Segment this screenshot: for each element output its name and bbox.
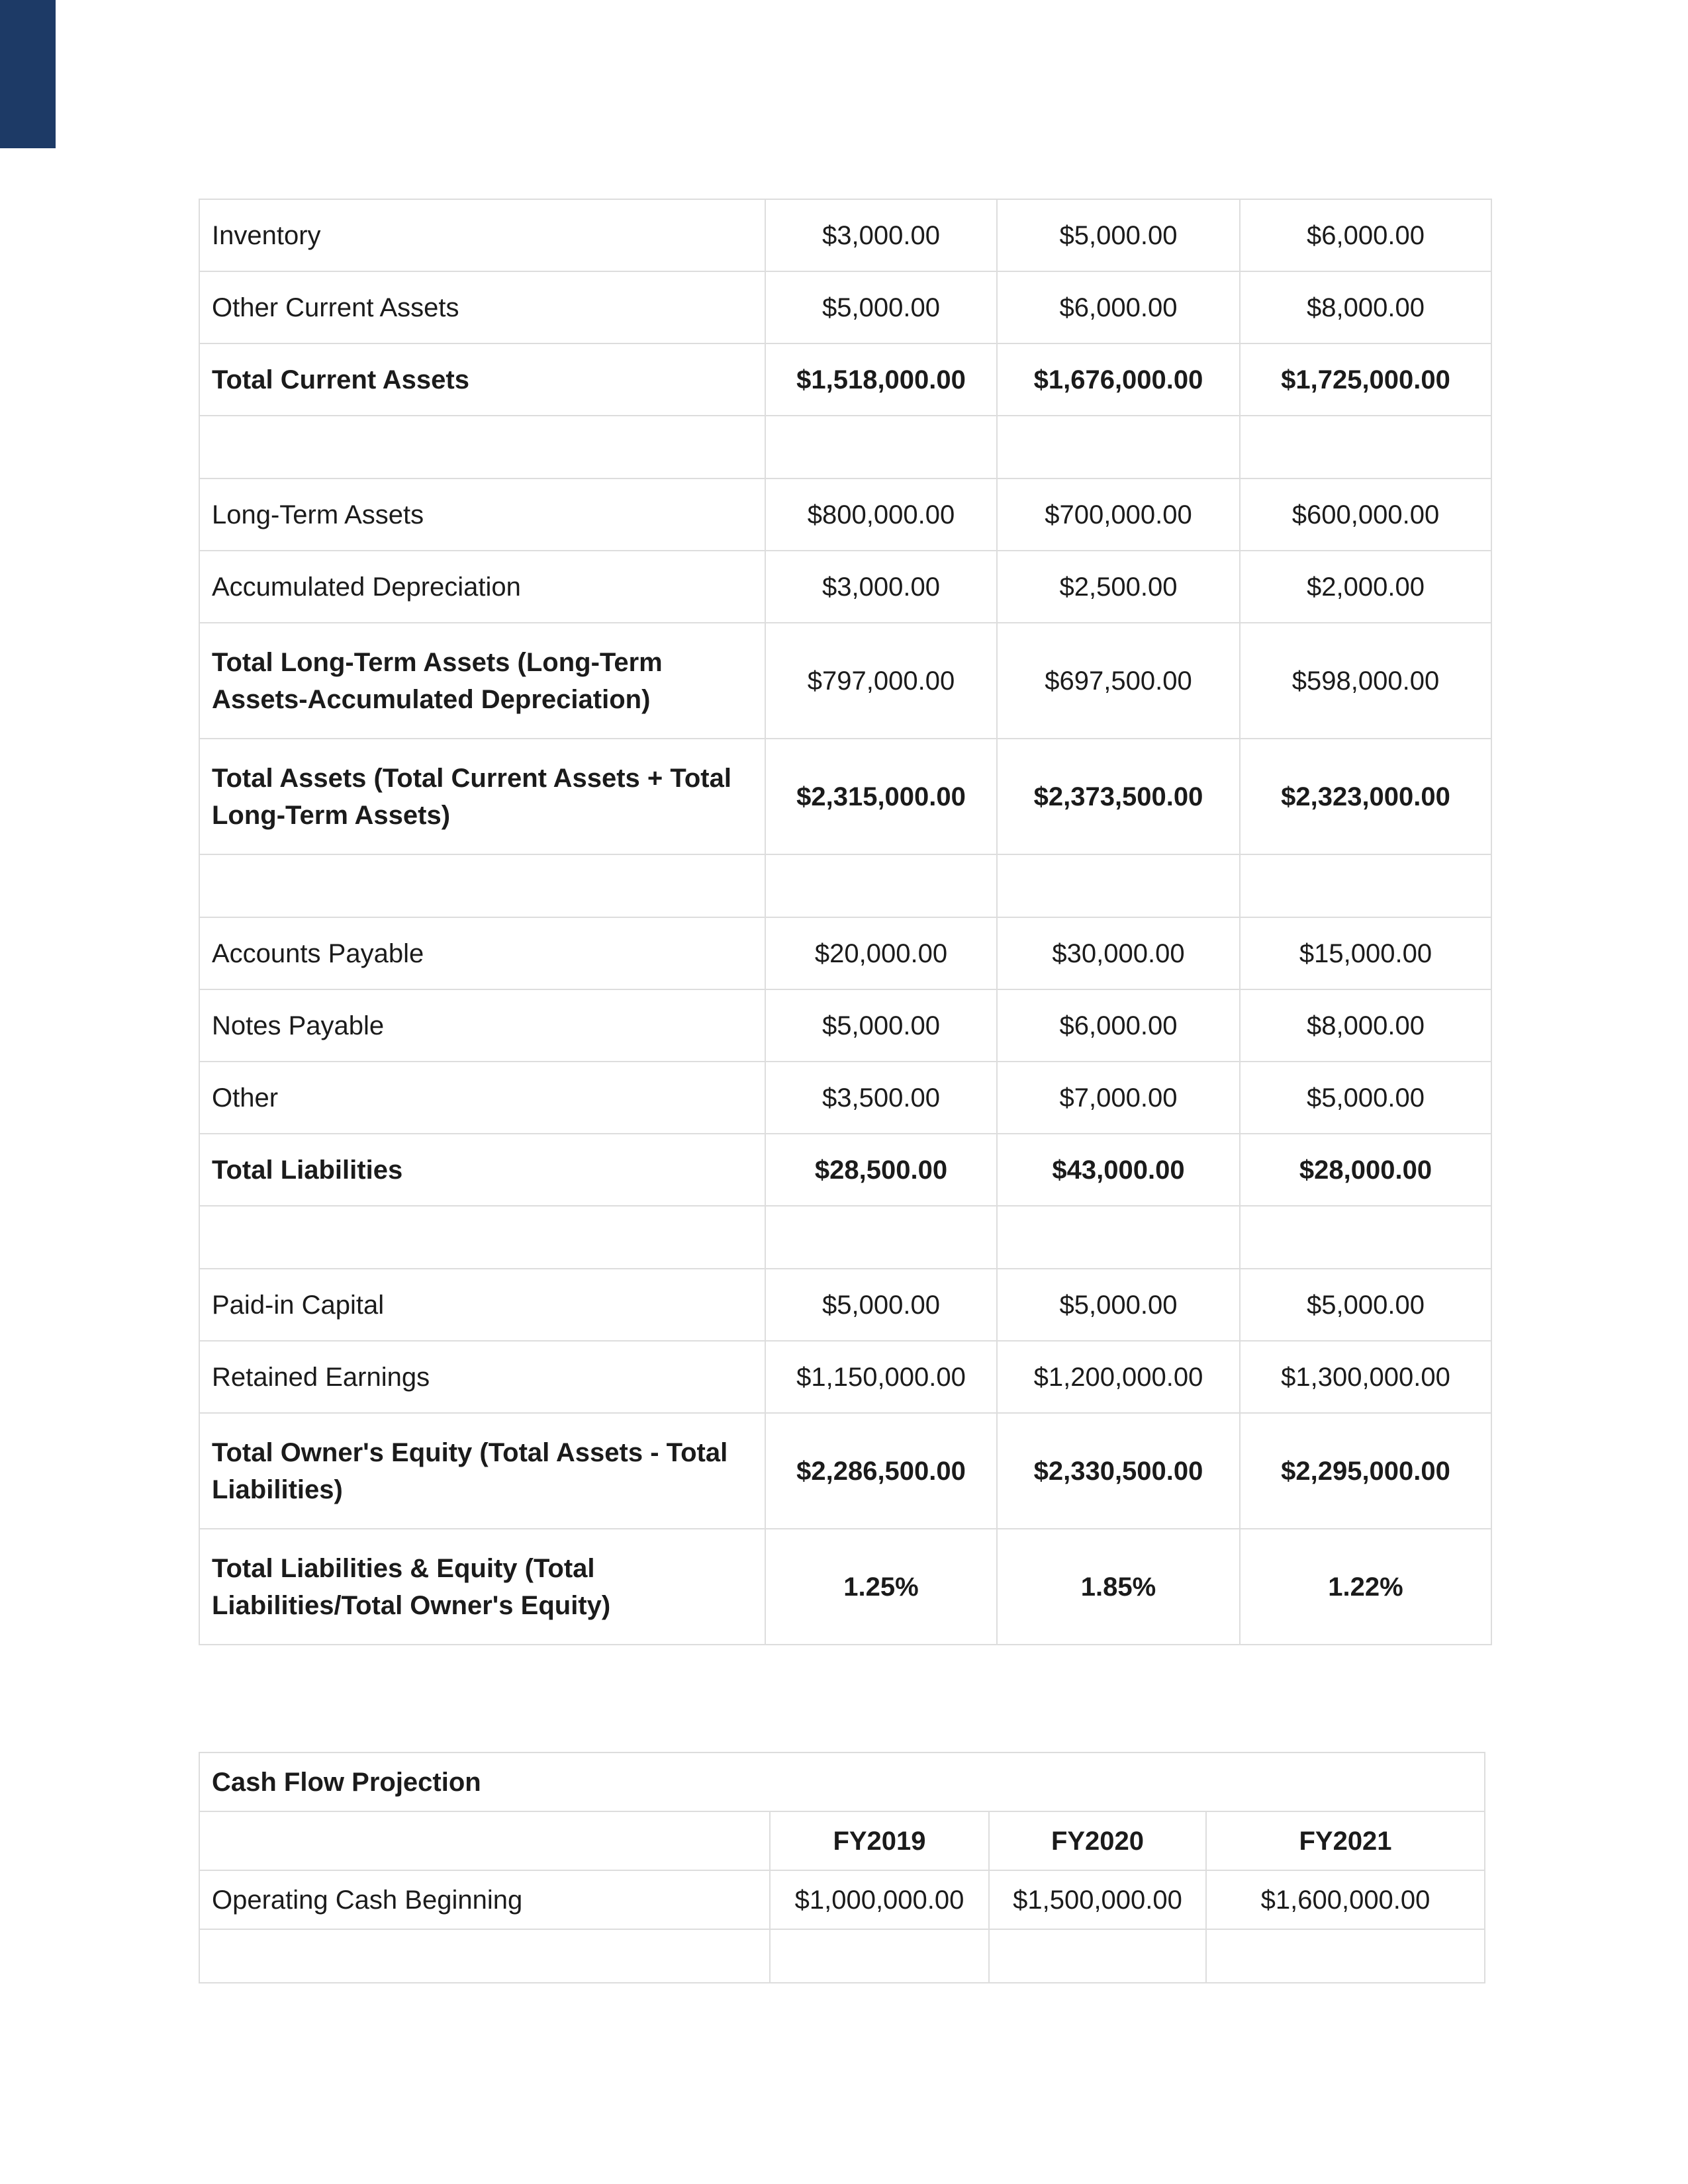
value-cell: $6,000.00	[997, 989, 1240, 1062]
value-cell: $1,600,000.00	[1206, 1870, 1485, 1929]
value-cell	[997, 416, 1240, 478]
value-cell: $600,000.00	[1240, 478, 1491, 551]
value-cell: $1,725,000.00	[1240, 343, 1491, 416]
table-row	[199, 1529, 1491, 1645]
row-label	[199, 416, 765, 478]
table-row	[199, 1062, 1491, 1134]
row-label: Total Liabilities	[199, 1134, 765, 1206]
value-cell: $28,500.00	[765, 1134, 997, 1206]
value-cell: $1,200,000.00	[997, 1341, 1240, 1413]
value-cell: $2,500.00	[997, 551, 1240, 623]
cash-flow-title-row	[199, 1752, 1485, 1811]
value-cell: $1,300,000.00	[1240, 1341, 1491, 1413]
value-cell: $15,000.00	[1240, 917, 1491, 989]
value-cell: $2,286,500.00	[765, 1413, 997, 1529]
value-cell: $800,000.00	[765, 478, 997, 551]
table-row	[199, 1870, 1485, 1929]
value-cell	[765, 854, 997, 917]
value-cell: $5,000.00	[765, 989, 997, 1062]
value-cell: $30,000.00	[997, 917, 1240, 989]
table-row	[199, 271, 1491, 343]
row-label: Total Liabilities & Equity (Total Liabilities/Total Owner's Equity)	[199, 1529, 765, 1645]
value-cell: $28,000.00	[1240, 1134, 1491, 1206]
table-row	[199, 478, 1491, 551]
cash-flow-title: Cash Flow Projection	[199, 1752, 1485, 1811]
value-cell	[765, 416, 997, 478]
spacer-row	[199, 416, 1491, 478]
value-cell: $3,000.00	[765, 551, 997, 623]
value-cell	[770, 1929, 989, 1983]
value-cell: $7,000.00	[997, 1062, 1240, 1134]
row-label: Operating Cash Beginning	[199, 1870, 770, 1929]
row-label: Other Current Assets	[199, 271, 765, 343]
value-cell	[1240, 1206, 1491, 1269]
row-label: Retained Earnings	[199, 1341, 765, 1413]
cash-flow-table	[199, 1752, 1485, 1983]
table-row	[199, 739, 1491, 854]
row-label	[199, 854, 765, 917]
value-cell: $8,000.00	[1240, 989, 1491, 1062]
value-cell: $5,000.00	[997, 199, 1240, 271]
value-cell: $5,000.00	[997, 1269, 1240, 1341]
value-cell: $1,000,000.00	[770, 1870, 989, 1929]
value-cell: 1.22%	[1240, 1529, 1491, 1645]
value-cell: 1.85%	[997, 1529, 1240, 1645]
row-label: Total Long-Term Assets (Long-Term Assets-Accumulated Depreciation)	[199, 623, 765, 739]
value-cell: $2,315,000.00	[765, 739, 997, 854]
column-header: FY2021	[1206, 1811, 1485, 1870]
value-cell: $2,000.00	[1240, 551, 1491, 623]
value-cell: $5,000.00	[1240, 1269, 1491, 1341]
row-label: Total Owner's Equity (Total Assets - Total Liabilities)	[199, 1413, 765, 1529]
value-cell	[997, 1206, 1240, 1269]
spacer-row	[199, 1929, 1485, 1983]
value-cell	[997, 854, 1240, 917]
value-cell: $1,150,000.00	[765, 1341, 997, 1413]
table-row	[199, 199, 1491, 271]
table-row	[199, 917, 1491, 989]
table-row	[199, 551, 1491, 623]
value-cell: $2,373,500.00	[997, 739, 1240, 854]
balance-sheet-table	[199, 199, 1492, 1645]
value-cell: $5,000.00	[1240, 1062, 1491, 1134]
value-cell	[989, 1929, 1206, 1983]
row-label: Total Assets (Total Current Assets + Total Long-Term Assets)	[199, 739, 765, 854]
row-label	[199, 1206, 765, 1269]
value-cell: $2,295,000.00	[1240, 1413, 1491, 1529]
value-cell: $797,000.00	[765, 623, 997, 739]
column-header: FY2020	[989, 1811, 1206, 1870]
header-blank-cell	[199, 1811, 770, 1870]
value-cell: $1,500,000.00	[989, 1870, 1206, 1929]
spacer-row	[199, 1206, 1491, 1269]
row-label: Paid-in Capital	[199, 1269, 765, 1341]
table-row	[199, 1134, 1491, 1206]
row-label: Total Current Assets	[199, 343, 765, 416]
value-cell	[765, 1206, 997, 1269]
row-label	[199, 1929, 770, 1983]
value-cell: 1.25%	[765, 1529, 997, 1645]
table-row	[199, 1269, 1491, 1341]
value-cell: $1,676,000.00	[997, 343, 1240, 416]
value-cell: $6,000.00	[1240, 199, 1491, 271]
value-cell: $697,500.00	[997, 623, 1240, 739]
value-cell: $5,000.00	[765, 1269, 997, 1341]
value-cell	[1240, 416, 1491, 478]
value-cell: $2,330,500.00	[997, 1413, 1240, 1529]
table-row	[199, 1413, 1491, 1529]
value-cell: $2,323,000.00	[1240, 739, 1491, 854]
value-cell: $1,518,000.00	[765, 343, 997, 416]
cash-flow-header-row	[199, 1811, 1485, 1870]
row-label: Inventory	[199, 199, 765, 271]
row-label: Long-Term Assets	[199, 478, 765, 551]
table-row	[199, 1341, 1491, 1413]
row-label: Accumulated Depreciation	[199, 551, 765, 623]
value-cell: $6,000.00	[997, 271, 1240, 343]
value-cell	[1206, 1929, 1485, 1983]
row-label: Other	[199, 1062, 765, 1134]
table-row	[199, 623, 1491, 739]
value-cell	[1240, 854, 1491, 917]
table-row	[199, 343, 1491, 416]
value-cell: $43,000.00	[997, 1134, 1240, 1206]
value-cell: $5,000.00	[765, 271, 997, 343]
value-cell: $20,000.00	[765, 917, 997, 989]
spacer-row	[199, 854, 1491, 917]
row-label: Accounts Payable	[199, 917, 765, 989]
table-row	[199, 989, 1491, 1062]
value-cell: $8,000.00	[1240, 271, 1491, 343]
column-header: FY2019	[770, 1811, 989, 1870]
row-label: Notes Payable	[199, 989, 765, 1062]
value-cell: $700,000.00	[997, 478, 1240, 551]
value-cell: $598,000.00	[1240, 623, 1491, 739]
value-cell: $3,500.00	[765, 1062, 997, 1134]
value-cell: $3,000.00	[765, 199, 997, 271]
corner-accent-bar	[0, 0, 56, 148]
